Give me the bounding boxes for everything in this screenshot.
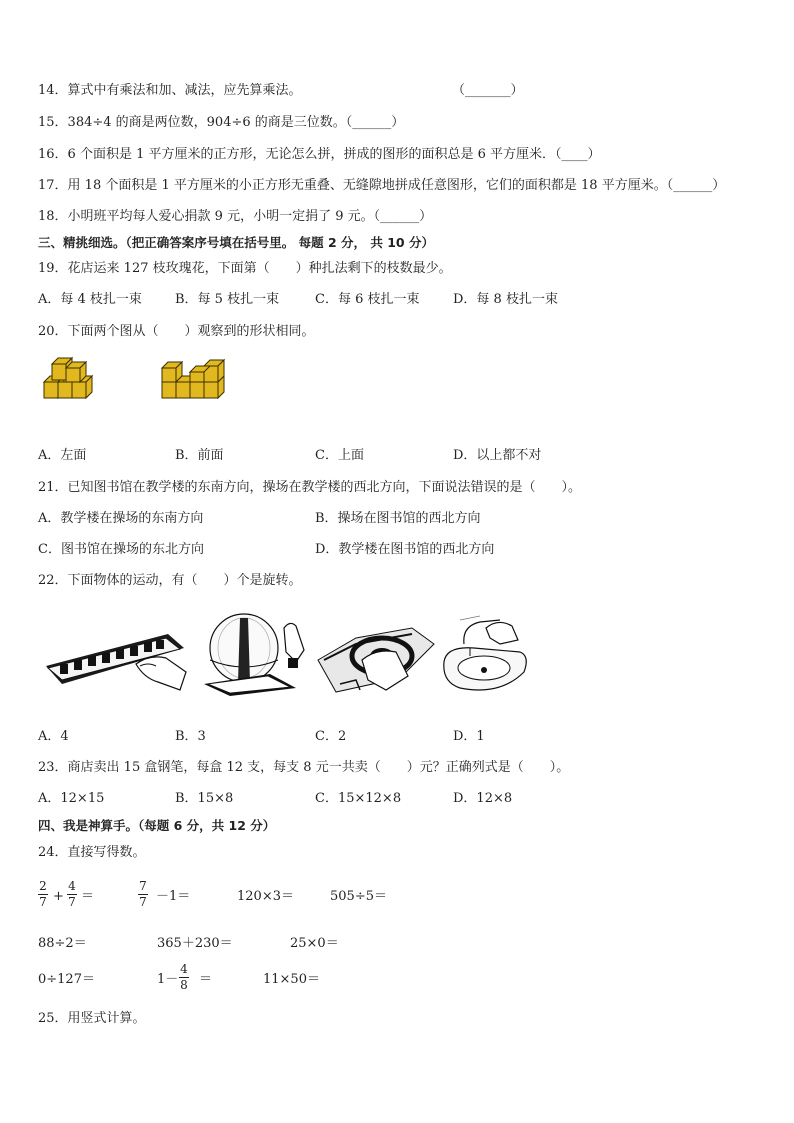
q21-option-a[interactable]: A．教学楼在操场的东南方向	[38, 511, 204, 526]
fraction-numerator: 7	[139, 879, 147, 893]
q20-option-a[interactable]: A．左面	[38, 448, 87, 463]
q14-text	[38, 82, 302, 100]
q14-statement: 14．算式中有乘法和加、减法，应先算乘法。	[38, 83, 302, 98]
expr-11x50: 11×50＝	[263, 972, 320, 987]
q21-option-d[interactable]: D．教学楼在图书馆的西北方向	[315, 542, 495, 557]
fraction-4-8	[179, 963, 189, 992]
q23-option-c[interactable]: C．15×12×8	[315, 791, 402, 806]
q17-text: 17．用 18 个面积是 1 平方厘米的小正方形无重叠、无缝隙地拼成任意图形，它们的面积都是 18 平方厘米。（______）	[38, 178, 726, 193]
faucet-washbasin-illustration	[440, 612, 532, 696]
equals-sign: ＝	[81, 889, 95, 904]
fraction-denominator: 8	[180, 978, 188, 992]
fraction-numerator: 4	[68, 879, 76, 893]
fraction-4-7	[67, 880, 77, 909]
q18-text: 18．小明班平均每人爱心捐款 9 元，小明一定捐了 9 元。（______）	[38, 209, 433, 224]
fraction-numerator: 2	[39, 879, 47, 893]
q19-option-d[interactable]: D．每 8 枝扎一束	[453, 292, 558, 307]
q16-text: 16．6 个面积是 1 平方厘米的正方形，无论怎么拼，拼成的图形的面积总是 6 平方厘米．（____）	[38, 147, 601, 162]
q21-option-c[interactable]: C．图书馆在操场的东北方向	[38, 542, 204, 557]
q22-option-b[interactable]: B．3	[175, 729, 206, 744]
q23-option-a[interactable]: A．12×15	[38, 791, 105, 806]
q25-stem: 25．用竖式计算。	[38, 1011, 146, 1026]
abacus-illustration	[40, 628, 188, 696]
q23-option-d[interactable]: D．12×8	[453, 791, 513, 806]
fraction-numerator: 4	[180, 962, 188, 976]
cube-figure-1	[42, 354, 102, 402]
q19-option-c[interactable]: C．每 6 枝扎一束	[315, 292, 420, 307]
globe-illustration	[200, 604, 308, 696]
q20-option-c[interactable]: C．上面	[315, 448, 364, 463]
q22-option-a[interactable]: A．4	[38, 729, 69, 744]
q19-option-b[interactable]: B．每 5 枝扎一束	[175, 292, 280, 307]
expr-7-7-minus-1: －1＝	[156, 889, 191, 904]
expr-1-minus-prefix: 1－	[157, 972, 179, 987]
section-3-heading: 三、精挑细选。（把正确答案序号填在括号里。 每题 2 分， 共 10 分）	[38, 235, 434, 250]
section-4-heading: 四、我是神算手。（每题 6 分，共 12 分）	[38, 818, 276, 833]
expr-120x3: 120×3＝	[237, 889, 294, 904]
steering-wheel-illustration	[316, 620, 436, 696]
expr-88div2: 88÷2＝	[38, 936, 87, 951]
q20-option-d[interactable]: D．以上都不对	[453, 448, 542, 463]
q15-text: 15．384÷4 的商是两位数，904÷6 的商是三位数。（______）	[38, 115, 405, 130]
fraction-2-7	[38, 880, 48, 909]
expr-25x0: 25×0＝	[290, 936, 339, 951]
q22-option-c[interactable]: C．2	[315, 729, 347, 744]
q24-stem: 24．直接写得数。	[38, 845, 146, 860]
equals-sign: ＝	[199, 972, 213, 987]
q20-stem: 20．下面两个图从（ ）观察到的形状相同。	[38, 324, 315, 339]
expr-505div5: 505÷5＝	[330, 889, 387, 904]
expr-365plus230: 365＋230＝	[157, 936, 233, 951]
q20-option-b[interactable]: B．前面	[175, 448, 224, 463]
plus-sign: +	[53, 889, 64, 904]
fraction-denominator: 7	[68, 895, 76, 909]
cube-figure-2	[160, 354, 226, 402]
q21-stem: 21．已知图书馆在教学楼的东南方向，操场在教学楼的西北方向，下面说法错误的是（ ）。	[38, 480, 582, 495]
q22-option-d[interactable]: D．1	[453, 729, 485, 744]
q19-stem: 19．花店运来 127 枝玫瑰花，下面第（ ）种扎法剩下的枝数最少。	[38, 261, 452, 276]
q19-option-a[interactable]: A．每 4 枝扎一束	[38, 292, 142, 307]
q22-stem: 22．下面物体的运动，有（ ）个是旋转。	[38, 573, 302, 588]
q21-option-b[interactable]: B．操场在图书馆的西北方向	[315, 511, 481, 526]
fraction-denominator: 7	[39, 895, 47, 909]
expr-0div127: 0÷127＝	[38, 972, 95, 987]
q23-stem: 23．商店卖出 15 盒钢笔，每盒 12 支，每支 8 元一共卖（ ）元？正确列式是（ ）。	[38, 760, 570, 775]
q23-option-b[interactable]: B．15×8	[175, 791, 234, 806]
fraction-denominator: 7	[139, 895, 147, 909]
fraction-7-7	[138, 880, 148, 909]
q14-answer-blank[interactable]: （_______）	[452, 83, 524, 98]
